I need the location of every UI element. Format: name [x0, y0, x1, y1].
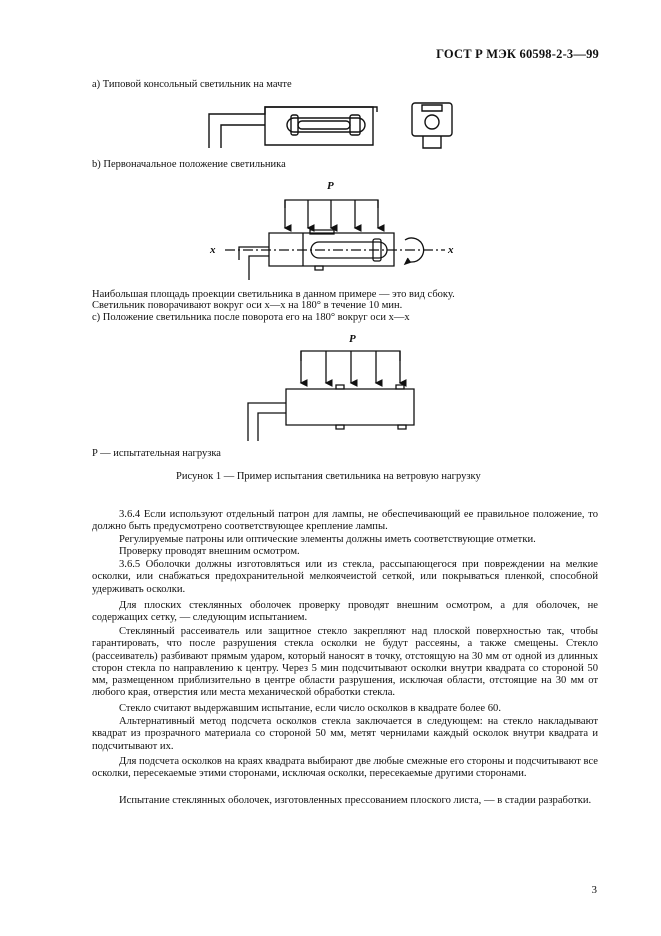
- paragraph-3-6-5: 3.6.5 Оболочки должны изготовляться или из стекла, рассыпающегося при повреждении на мелкие осколки, или снабжаться предохранительной мелкоячеистой сеткой, или покрываться пленкой, способной удерживать осколки.: [92, 559, 598, 595]
- initial-position-drawing: [215, 190, 465, 280]
- caption-a: a) Типовой консольный светильник на мачте: [92, 79, 292, 90]
- rotated-position-drawing: [240, 343, 430, 443]
- load-label-c: P: [349, 333, 356, 345]
- paragraph-glass-test: Стеклянный рассеиватель или защитное стекло закрепляют над плоской поверхностью так, чтобы гарантировать, что после разрушения стекла осколки не будут рассеяны, а также смещены. Стекло (рассеиватель) разбивают прямым ударом, который наносят в точку, отстоящую на 30 мм от одной из длинных сторон стекла по направлению к центру. Через 5 мин подсчитывают осколки внутри квадрата со стороной 50 мм, размещенном приблизительно в центре области разрушения, исключая области, отстоящие на 30 мм от любого края, отверстия или места механической обработки стекла.: [92, 626, 598, 699]
- figure-legend: P — испытательная нагрузка: [92, 448, 221, 459]
- paragraph-3-6-4: 3.6.4 Если используют отдельный патрон для лампы, не обеспечивающий ее правильное положение, то должно быть предусмотрено соответствующее крепление лампы.: [92, 509, 598, 533]
- paragraph-alternative-method: Альтернативный метод подсчета осколков стекла заключается в следующем: на стекло накладывают квадрат из прозрачного материала со стороной 50 мм, метят чернилами каждый осколок внутри квадрата и подсчитывают их.: [92, 716, 598, 752]
- paragraph-pressed-glass: Испытание стеклянных оболочек, изготовленных прессованием плоского листа, — в стадии разработки.: [119, 795, 592, 806]
- luminaire-end-view-drawing: [408, 100, 458, 152]
- paragraph-flat-glass: Для плоских стеклянных оболочек проверку проводят внешним осмотром, а для оболочек, не содержащих сетку, — следующим испытанием.: [92, 600, 598, 624]
- caption-c: с) Положение светильника после поворота его на 180° вокруг оси x—x: [92, 312, 410, 323]
- paragraph-inspection: Проверку проводят внешним осмотром.: [119, 546, 300, 557]
- figure-title: Рисунок 1 — Пример испытания светильника на ветровую нагрузку: [176, 471, 481, 482]
- paragraph-edge-counting: Для подсчета осколков на краях квадрата выбирают две любые смежные его стороны и подсчитывают все осколки, пересекаемые этими сторонами, исключая осколки, пересекаемые другими сторонами.: [92, 756, 598, 780]
- caption-b: b) Первоначальное положение светильника: [92, 159, 286, 170]
- axis-label-left: x: [210, 244, 216, 256]
- page-number: 3: [591, 884, 597, 896]
- load-label-b: P: [327, 180, 334, 192]
- paragraph-adjustable-holders: Регулируемые патроны или оптические элементы должны иметь соответствующие отметки.: [119, 534, 536, 545]
- paragraph-pass-criterion: Стекло считают выдержавшим испытание, если число осколков в квадрате более 60.: [119, 703, 501, 714]
- luminaire-on-mast-drawing: [205, 100, 380, 155]
- document-code: ГОСТ Р МЭК 60598-2-3—99: [436, 47, 599, 61]
- axis-label-right: x: [448, 244, 454, 256]
- figure-note-line1: Наибольшая площадь проекции светильника в данном примере — это вид сбоку.: [92, 289, 455, 300]
- figure-note-line2: Светильник поворачивают вокруг оси x—x на 180° в течение 10 мин.: [92, 300, 403, 311]
